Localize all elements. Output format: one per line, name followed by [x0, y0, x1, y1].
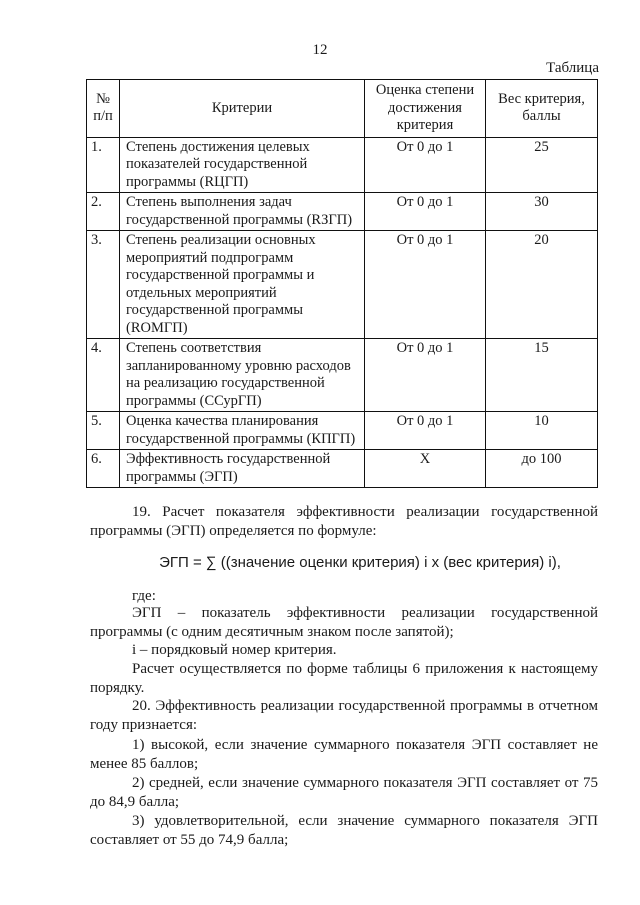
row-weight: 30	[486, 193, 598, 231]
where-label: где:	[132, 588, 156, 604]
formula	[0, 554, 640, 571]
item-satisfactory: 3) удовлетворительной, если значение суммарного показателя ЭГП составляет от 55 до 74,9 балла;	[90, 813, 598, 848]
row-criterion: Эффективность государственной программы (ЭГП)	[120, 450, 365, 488]
egp-definition: ЭГП – показатель эффективности реализации государственной программы (с одним десятичным знаком после запятой);	[90, 605, 598, 640]
paragraph-19: 19. Расчет показателя эффективности реализации государственной программы (ЭГП) определяется по формуле:	[90, 504, 598, 539]
table-row	[87, 412, 598, 450]
row-num: 6.	[87, 450, 120, 488]
table-row	[87, 231, 598, 339]
header-num: № п/п	[87, 80, 120, 138]
formula-text: ЭГП = ∑ ((значение оценки критерия) i х (вес критерия) i),	[159, 554, 561, 571]
paragraph-20: 20. Эффективность реализации государственной программы в отчетном году признается:	[90, 698, 598, 733]
row-score: От 0 до 1	[365, 231, 486, 339]
row-score: От 0 до 1	[365, 193, 486, 231]
row-score: От 0 до 1	[365, 339, 486, 412]
item-medium: 2) средней, если значение суммарного показателя ЭГП составляет от 75 до 84,9 балла;	[90, 775, 598, 810]
row-criterion: Степень соответствия запланированному уровню расходов на реализацию государственной программы (ССурГП)	[120, 339, 365, 412]
table-caption: Таблица	[546, 60, 599, 76]
row-num: 4.	[87, 339, 120, 412]
i-definition: i – порядковый номер критерия.	[132, 642, 337, 658]
criteria-table	[86, 79, 598, 488]
item-high: 1) высокой, если значение суммарного показателя ЭГП составляет не менее 85 баллов;	[90, 737, 598, 772]
row-criterion: Степень реализации основных мероприятий подпрограмм государственной программы и отдельных мероприятий государственной программы (RОМГП)	[120, 231, 365, 339]
page-number: 12	[312, 42, 328, 58]
row-num: 5.	[87, 412, 120, 450]
row-num: 3.	[87, 231, 120, 339]
row-score: От 0 до 1	[365, 412, 486, 450]
row-num: 2.	[87, 193, 120, 231]
table-row	[87, 339, 598, 412]
header-weight: Вес критерия, баллы	[486, 80, 598, 138]
table-header-row	[87, 80, 598, 138]
row-weight: 15	[486, 339, 598, 412]
row-num: 1.	[87, 137, 120, 193]
row-score: Х	[365, 450, 486, 488]
header-score: Оценка степени достижения критерия	[365, 80, 486, 138]
row-weight: до 100	[486, 450, 598, 488]
table-row	[87, 193, 598, 231]
row-criterion: Оценка качества планирования государственной программы (КПГП)	[120, 412, 365, 450]
calc-paragraph: Расчет осуществляется по форме таблицы 6 приложения к настоящему порядку.	[90, 661, 598, 696]
row-weight: 20	[486, 231, 598, 339]
row-criterion: Степень достижения целевых показателей государственной программы (RЦГП)	[120, 137, 365, 193]
row-score: От 0 до 1	[365, 137, 486, 193]
row-criterion: Степень выполнения задач государственной программы (RЗГП)	[120, 193, 365, 231]
table-row	[87, 450, 598, 488]
header-criteria: Критерии	[120, 80, 365, 138]
row-weight: 10	[486, 412, 598, 450]
table-row	[87, 137, 598, 193]
row-weight: 25	[486, 137, 598, 193]
